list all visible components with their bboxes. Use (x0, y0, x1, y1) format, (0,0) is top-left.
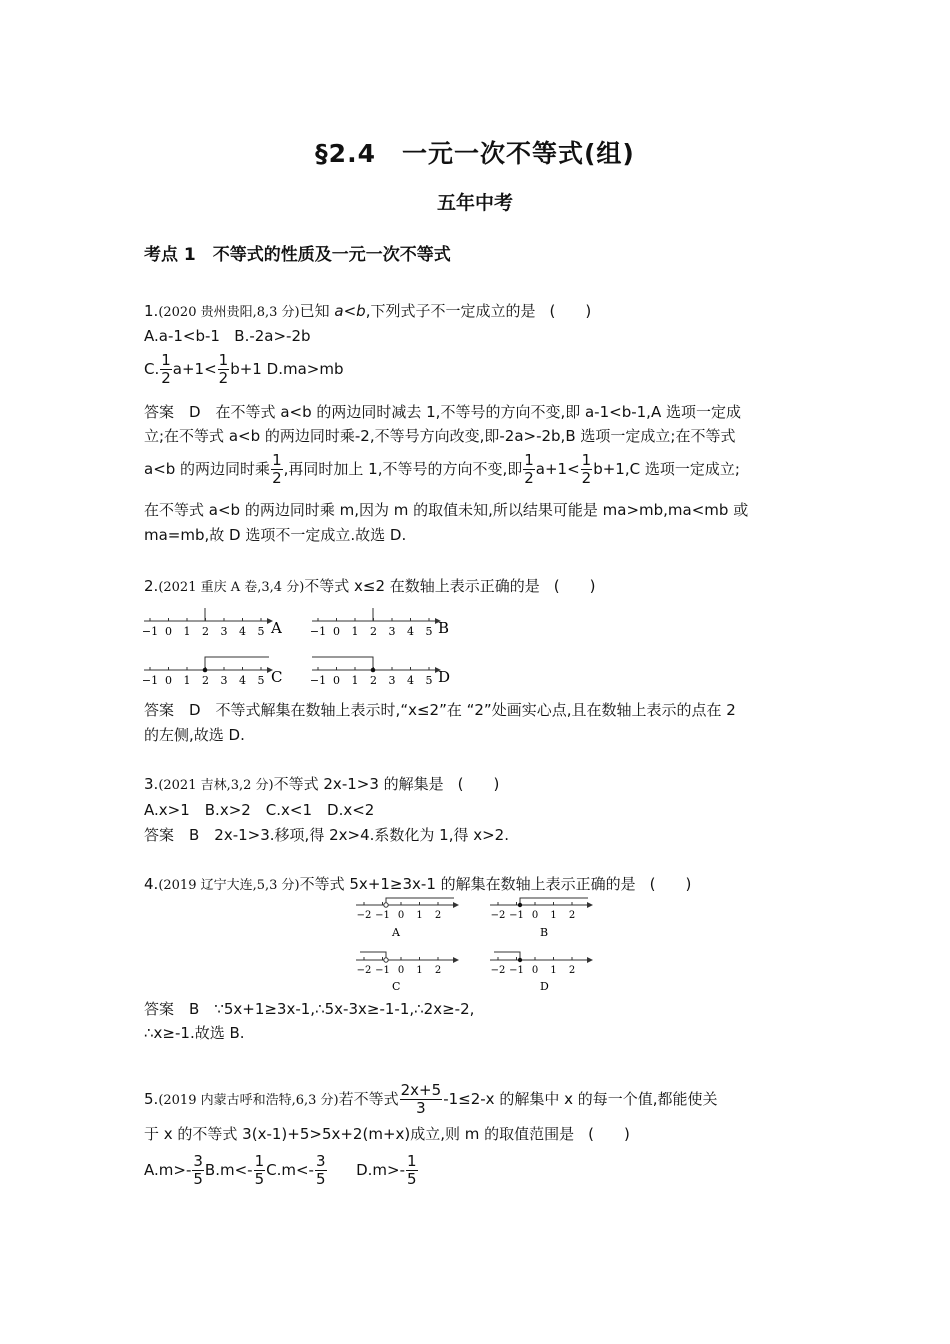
tick-label: 0 (531, 910, 539, 921)
q5-option-c: C.m<- (266, 1161, 314, 1179)
q2-numberline-d (310, 657, 450, 687)
q4-label-d: D (540, 980, 549, 993)
tick-label: 3 (220, 625, 228, 638)
q1-option-c: C. (144, 360, 160, 378)
fraction: $\frac{1}{5}$ (254, 1152, 265, 1188)
tick-label: 0 (165, 625, 172, 638)
tick-label: 3 (388, 625, 396, 638)
tick-label: 1 (183, 674, 191, 687)
tick-label: 5 (257, 625, 265, 638)
q3-source: (2021 吉林,3,2 分) (158, 778, 274, 793)
q5-option-d: D.m>- (356, 1161, 406, 1179)
q1-answer-line-5: ma=mb,故 D 选项不一定成立.故选 D. (144, 526, 407, 544)
tick-label: 2 (202, 674, 209, 687)
tick-label: 0 (397, 965, 405, 976)
q1-stem: 1.(2020 贵州贵阳,8,3 分)已知 a<b,下列式子不一定成立的是 ( ) (144, 302, 592, 320)
tick-label: 0 (165, 674, 172, 687)
answer-paren: ( ) (588, 1125, 630, 1143)
q2-source: (2021 重庆 A 卷,3,4 分) (158, 580, 305, 595)
q5-stem: 5.(2019 内蒙古呼和浩特,6,3 分)若不等式 $\frac{2x+5}{3}$ -1≤2-x 的解集中 x 的每一个值,都能使关 (144, 1081, 718, 1117)
tick-label: −1 (509, 965, 524, 976)
page-subtitle: 五年中考 (436, 192, 513, 214)
q1-option-b: B.-2a>-2b (234, 327, 311, 345)
tick-label: −2 (490, 965, 506, 976)
q5-option-b: B.m<- (204, 1161, 253, 1179)
tick-label: 0 (333, 625, 340, 638)
tick-label: 4 (239, 625, 246, 638)
fraction: $\frac{1}{5}$ (407, 1152, 417, 1188)
tick-label: 2 (434, 965, 442, 976)
tick-label: −2 (356, 965, 372, 976)
q2-numberline-a (142, 608, 282, 638)
fraction: $\frac{3}{5}$ (315, 1152, 326, 1188)
q2-label-b: B (438, 619, 450, 637)
q5-options (144, 1153, 419, 1188)
tick-label: −2 (356, 910, 372, 921)
q1-answer-line-1: 答案 D 在不等式 a<b 的两边同时减去 1,不等号的方向不变,即 a-1<b-1,A 选项一定成 (144, 403, 741, 421)
q1-option-d: D.ma>mb (266, 360, 344, 378)
q4-answer-line-1: 答案 B ∵5x+1≥3x-1,∴5x-3x≥-1-1,∴2x≥-2, (144, 1000, 475, 1018)
q2-stem: 2.(2021 重庆 A 卷,3,4 分)不等式 x≤2 在数轴上表示正确的是 ( ) (144, 577, 596, 595)
tick-label: −1 (375, 910, 390, 921)
tick-label: 2 (434, 910, 442, 921)
q2-numberline-c (142, 657, 283, 687)
tick-label: 1 (550, 910, 557, 921)
fraction: $\frac{1}{2}$ (272, 451, 282, 487)
q2-label-c: C (271, 668, 283, 686)
q5-source: (2019 内蒙古呼和浩特,6,3 分) (158, 1093, 339, 1108)
fraction: $\frac{1}{2}$ (218, 351, 229, 387)
tick-label: −1 (375, 965, 390, 976)
q4-number-lines (350, 896, 605, 996)
fraction: $\frac{1}{2}$ (161, 351, 171, 387)
q2-label-d: D (438, 668, 451, 686)
tick-label: 3 (388, 674, 396, 687)
q3-answer: 答案 B 2x-1>3.移项,得 2x>4.系数化为 1,得 x>2. (144, 826, 509, 844)
section-heading: 考点 1 不等式的性质及一元一次不等式 (144, 245, 451, 265)
q1-option-a: A.a-1<b-1 (144, 327, 220, 345)
q2-number-lines (140, 604, 460, 688)
q4-numberline-b (490, 898, 593, 939)
q1-answer-line-2: 立;在不等式 a<b 的两边同时乘-2,不等号方向改变,即-2a>-2b,B 选项一定成立;在不等式 (144, 427, 736, 445)
tick-label: 5 (425, 674, 433, 687)
q4-numberline-d (490, 952, 593, 993)
tick-label: 5 (257, 674, 265, 687)
q4-numberline-a (356, 898, 459, 939)
fraction: $\frac{3}{5}$ (193, 1152, 203, 1188)
tick-label: 1 (416, 965, 423, 976)
q2-answer-line-2: 的左侧,故选 D. (144, 726, 245, 744)
q4-label-b: B (540, 926, 549, 939)
q3-stem: 3.(2021 吉林,3,2 分)不等式 2x-1>3 的解集是 ( ) (144, 775, 500, 793)
tick-label: 4 (239, 674, 246, 687)
answer-paren: ( ) (549, 302, 592, 320)
tick-label: −1 (141, 625, 159, 638)
q1-answer-line-3: a<b 的两边同时乘 $\frac{1}{2}$ ,再同时加上 1,不等号的方向不变,即 $\frac{1}{2}$ a+1< $\frac{1}{2}$ b+1,C 选项一定成立; (144, 451, 740, 487)
q1-options-ab (144, 326, 311, 346)
tick-label: −2 (490, 910, 506, 921)
q5-stem-line-2: 于 x 的不等式 3(x-1)+5>5x+2(m+x)成立,则 m 的取值范围是 ( ) (144, 1125, 630, 1143)
tick-label: 3 (220, 674, 228, 687)
q4-numberline-c (356, 952, 459, 993)
answer-paren: ( ) (649, 875, 692, 893)
tick-label: 0 (397, 910, 405, 921)
q4-label-a: A (392, 926, 400, 939)
q2-answer-line-1: 答案 D 不等式解集在数轴上表示时,“x≤2”在 “2”处画实心点,且在数轴上表示的点在 2 (144, 701, 736, 719)
tick-label: −1 (509, 910, 524, 921)
tick-label: 2 (568, 910, 576, 921)
tick-label: 5 (425, 625, 433, 638)
tick-label: 1 (351, 674, 359, 687)
q4-stem: 4.(2019 辽宁大连,5,3 分)不等式 5x+1≥3x-1 的解集在数轴上表示正确的是 ( ) (144, 875, 692, 893)
tick-label: −1 (141, 674, 159, 687)
q1-source: (2020 贵州贵阳,8,3 分) (158, 305, 300, 320)
tick-label: 1 (416, 910, 423, 921)
q4-source: (2019 辽宁大连,5,3 分) (158, 878, 300, 893)
tick-label: 2 (568, 965, 576, 976)
tick-label: 4 (407, 674, 414, 687)
tick-label: 1 (550, 965, 557, 976)
tick-label: 1 (351, 625, 359, 638)
tick-label: −1 (309, 674, 327, 687)
tick-label: 0 (333, 674, 340, 687)
fraction: $\frac{1}{2}$ (524, 451, 534, 487)
tick-label: 2 (202, 625, 209, 638)
fraction: $\frac{2x+5}{3}$ (400, 1081, 442, 1117)
q3-options: A.x>1 B.x>2 C.x<1 D.x<2 (144, 801, 375, 819)
tick-label: 0 (531, 965, 539, 976)
q1-options-cd: C. $\frac{1}{2}$ a+1< $\frac{1}{2}$ b+1 D.ma>mb (144, 351, 344, 387)
tick-label: 4 (407, 625, 414, 638)
q2-label-a: A (271, 619, 282, 637)
q2-numberline-b (310, 608, 449, 638)
q5-option-a: A.m>- (144, 1161, 192, 1179)
answer-paren: ( ) (457, 775, 500, 793)
answer-paren: ( ) (553, 577, 596, 595)
tick-label: 1 (183, 625, 191, 638)
tick-label: 2 (370, 625, 377, 638)
q1-answer-line-4: 在不等式 a<b 的两边同时乘 m,因为 m 的取值未知,所以结果可能是 ma>mb,ma<mb 或 (144, 501, 749, 519)
q4-label-c: C (392, 980, 401, 993)
q1-number: 1. (144, 302, 159, 320)
fraction: $\frac{1}{2}$ (581, 451, 592, 487)
tick-label: −1 (309, 625, 327, 638)
tick-label: 2 (370, 674, 377, 687)
q4-answer-line-2: ∴x≥-1.故选 B. (144, 1024, 245, 1042)
page-title: §2.4 一元一次不等式(组) (315, 139, 635, 168)
